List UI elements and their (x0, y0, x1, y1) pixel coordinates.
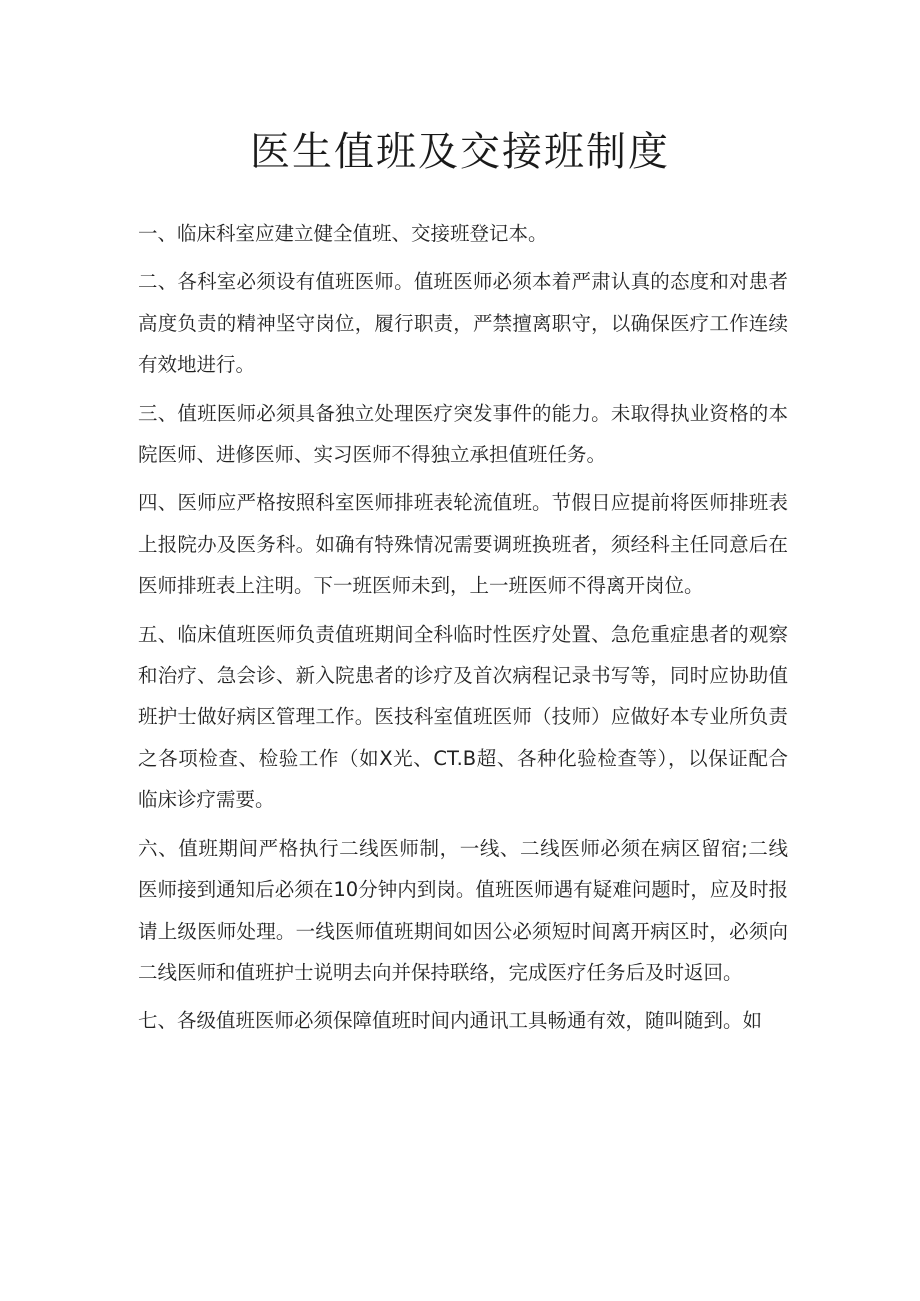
paragraph-2: 二、各科室必须设有值班医师。值班医师必须本着严肃认真的态度和对患者高度负责的精神坚守岗位，履行职责，严禁擅离职守，以确保医疗工作连续有效地进行。 (138, 270, 788, 377)
paragraph-1: 一、临床科室应建立健全值班、交接班登记本。 (138, 222, 548, 245)
document-title: 医生值班及交接班制度 (250, 129, 670, 175)
document-body (138, 213, 788, 1049)
paragraph-3: 三、值班医师必须具备独立处理医疗突发事件的能力。未取得执业资格的本院医师、进修医师、实习医师不得独立承担值班任务。 (138, 401, 788, 467)
paragraph-6: 六、值班期间严格执行二线医师制，一线、二线医师必须在病区留宿;二线医师接到通知后必须在10分钟内到岗。值班医师遇有疑难问题时，应及时报请上级医师处理。一线医师值班期间如因公必须短时间离开病区时，必须向二线医师和值班护士说明去向并保持联络，完成医疗任务后及时返回。 (138, 836, 788, 984)
paragraph-7: 七、各级值班医师必须保障值班时间内通讯工具畅通有效，随叫随到。如 (138, 1009, 763, 1033)
paragraph-4: 四、医师应严格按照科室医师排班表轮流值班。节假日应提前将医师排班表上报院办及医务科。如确有特殊情况需要调班换班者，须经科主任同意后在医师排班表上注明。下一班医师未到，上一班医师不得离开岗位。 (138, 491, 788, 598)
paragraph-5: 五、临床值班医师负责值班期间全科临时性医疗处置、急危重症患者的观察和治疗、急会诊、新入院患者的诊疗及首次病程记录书写等，同时应协助值班护士做好病区管理工作。医技科室值班医师（技师）应做好本专业所负责之各项检查、检验工作（如X光、CT.B超、各种化验检查等），以保证配合临床诊疗需要。 (138, 622, 788, 812)
